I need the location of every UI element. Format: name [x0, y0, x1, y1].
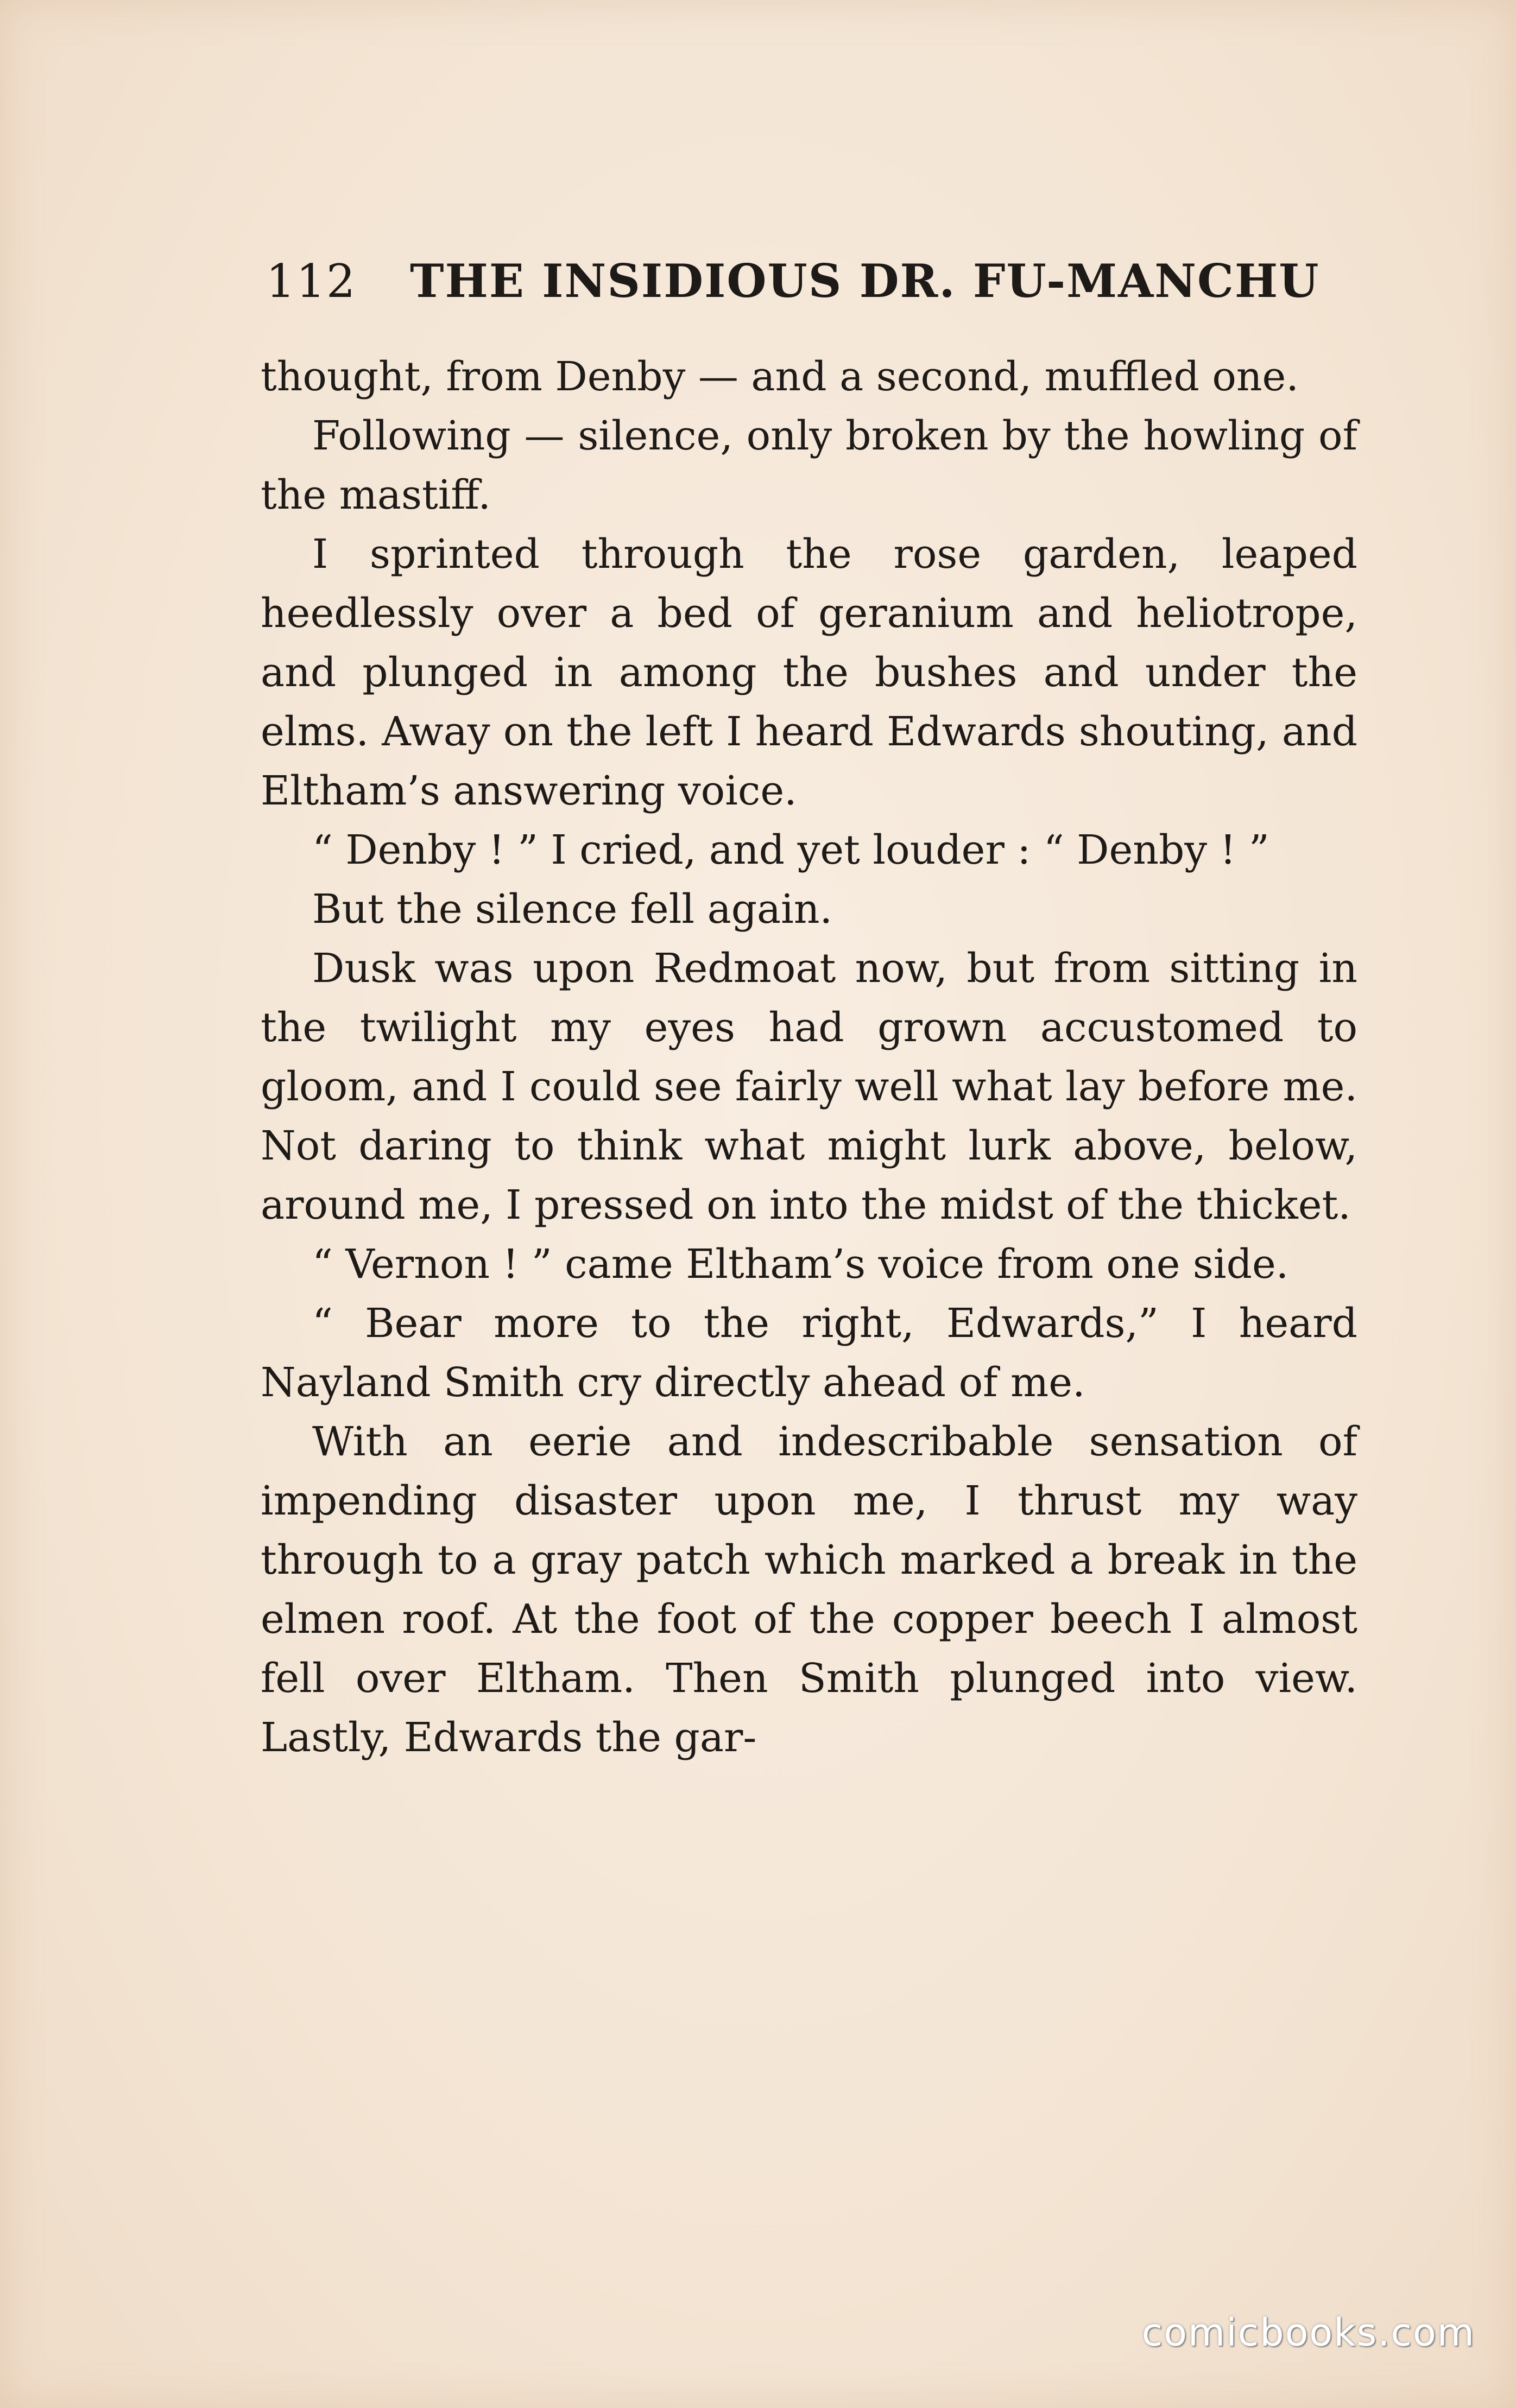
paragraph: I sprinted through the rose garden, leaped heedlessly over a bed of geranium and heliotrope, and plunged in among the bushes and under the elms. Away on the left I heard Edwards shouting, and Eltham’s answering voice. — [261, 531, 1357, 814]
watermark: comicbooks.com — [1141, 2310, 1475, 2355]
book-title-header: THE INSIDIOUS DR. FU-MANCHU — [410, 254, 1320, 308]
paragraph: thought, from Denby — and a second, muffled one. — [261, 353, 1299, 400]
paragraph: “ Bear more to the right, Edwards,” I heard Nayland Smith cry directly ahead of me. — [261, 1300, 1357, 1406]
paragraph: With an eerie and indescribable sensation of impending disaster upon me, I thrust my way through to a gray patch which marked a break in the elmen roof. At the foot of the copper beech I almost fell over Eltham. Then Smith plunged into view. Lastly, Edwards the gar- — [261, 1418, 1357, 1761]
running-head — [266, 254, 1320, 314]
paragraph: Dusk was upon Redmoat now, but from sitting in the twilight my eyes had grown accustomed to gloom, and I could see fairly well what lay before me. Not daring to think what might lurk above, below, around me, I pressed on into the midst of the thicket. — [261, 945, 1357, 1228]
paragraph: “ Denby ! ” I cried, and yet louder : “ Denby ! ” — [312, 827, 1269, 873]
page-number: 112 — [266, 255, 357, 308]
paragraph: “ Vernon ! ” came Eltham’s voice from one side. — [312, 1241, 1289, 1288]
body-text — [261, 347, 1357, 1767]
paragraph: Following — silence, only broken by the howling of the mastiff. — [261, 413, 1357, 518]
paragraph: But the silence fell again. — [312, 886, 833, 933]
